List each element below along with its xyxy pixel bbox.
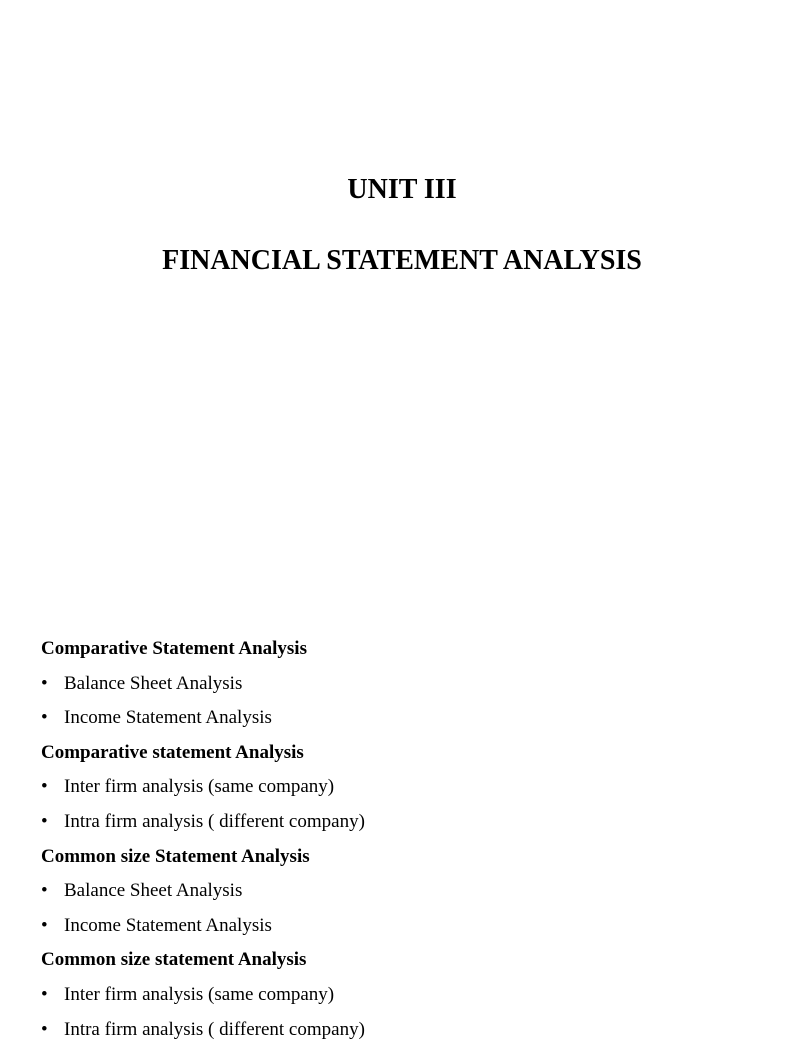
bullet-icon: • [41,983,48,1005]
list-item [41,878,741,913]
list-item-text: Inter firm analysis (same company) [64,776,335,798]
list-item [41,774,741,809]
list-item-text: Intra firm analysis ( different company) [64,1018,365,1040]
bullet-icon: • [41,914,48,936]
list-item [41,671,741,706]
bullet-icon: • [41,880,48,902]
list-item-text: Balance Sheet Analysis [64,880,243,902]
section-heading: Common size statement Analysis [41,949,307,971]
list-item-text: Income Statement Analysis [64,707,272,729]
bullet-icon: • [41,1018,48,1040]
list-item [41,1017,741,1051]
list-item-text: Intra firm analysis ( different company) [64,810,365,832]
topic-outline [41,636,741,1051]
list-item [41,705,741,740]
bullet-icon: • [41,672,48,694]
list-item-text: Income Statement Analysis [64,914,272,936]
section-heading: Comparative Statement Analysis [41,638,307,659]
section-heading: Common size Statement Analysis [41,845,310,867]
bullet-icon: • [41,776,48,798]
bullet-icon: • [41,810,48,832]
section-heading: Comparative statement Analysis [41,741,304,763]
list-item-text: Balance Sheet Analysis [64,672,243,694]
list-item-text: Inter firm analysis (same company) [64,983,335,1005]
list-item [41,982,741,1017]
main-title: FINANCIAL STATEMENT ANALYSIS [162,245,642,276]
bullet-icon: • [41,707,48,729]
list-item [41,809,741,844]
unit-title: UNIT III [347,174,457,205]
list-item [41,913,741,948]
